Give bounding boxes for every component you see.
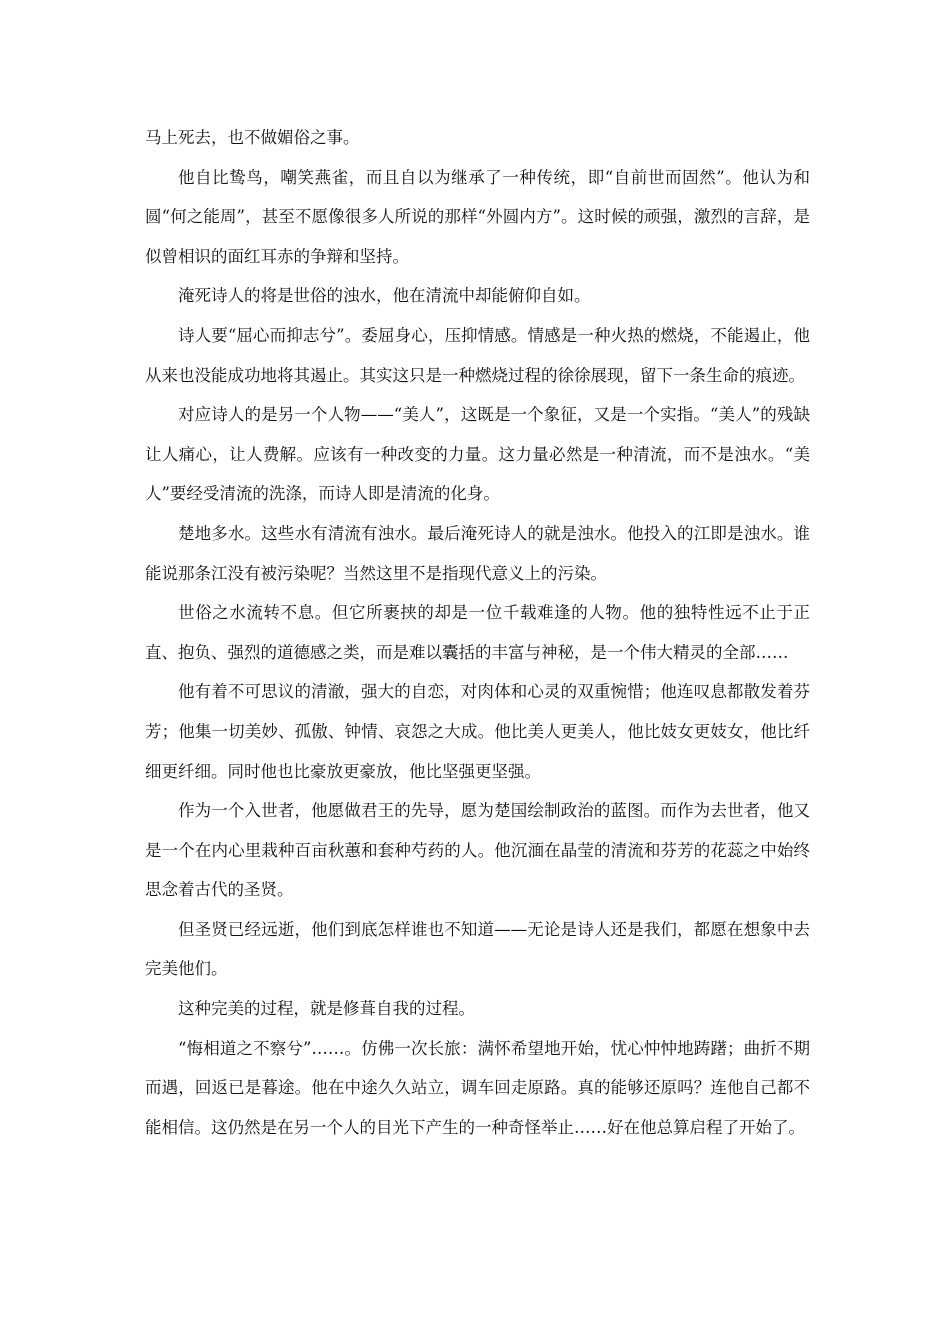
paragraph-9: 作为一个入世者，他愿做君王的先导，愿为楚国绘制政治的蓝图。而作为去世者，他又是一个在内心里栽种百亩秋蕙和套种芍药的人。他沉湎在晶莹的清流和芬芳的花蕊之中始终思念着古代的圣贤。 <box>145 801 810 900</box>
paragraph-4: 诗人要“屈心而抑志兮”。委屈身心，压抑情感。情感是一种火热的燃烧，不能遏止，他从来也没能成功地将其遏止。其实这只是一种燃烧过程的徐徐展现，留下一条生命的痕迹。 <box>145 325 810 385</box>
document-body <box>145 118 810 1147</box>
paragraph-7: 世俗之水流转不息。但它所裹挟的却是一位千载难逢的人物。他的独特性远不止于正直、抱负、强烈的道德感之类，而是难以囊括的丰富与神秘，是一个伟大精灵的全部…… <box>145 603 810 662</box>
paragraph-8: 他有着不可思议的清澈，强大的自恋，对肉体和心灵的双重惋惜；他连叹息都散发着芬芳；他集一切美妙、孤傲、钟情、哀怨之大成。他比美人更美人，他比妓女更妓女，他比纤细更纤细。同时他也比豪放更豪放，他比坚强更坚强。 <box>145 682 810 781</box>
paragraph-1: 马上死去，也不做媚俗之事。 <box>145 128 360 147</box>
paragraph-6: 楚地多水。这些水有清流有浊水。最后淹死诗人的就是浊水。他投入的江即是浊水。谁能说那条江没有被污染呢？当然这里不是指现代意义上的污染。 <box>145 523 810 583</box>
paragraph-2: 他自比鸷鸟，嘲笑燕雀，而且自以为继承了一种传统，即“自前世而固然”。他认为和圆“何之能周”，甚至不愿像很多人所说的那样“外圆内方”。这时候的顽强，激烈的言辞，是似曾相识的面红耳赤的争辩和坚持。 <box>145 167 810 266</box>
paragraph-12: “悔相道之不察兮”……。仿佛一次长旅：满怀希望地开始，忧心忡忡地踌躇；曲折不期而遇，回返已是暮途。他在中途久久站立，调车回走原路。真的能够还原吗？连他自己都不能相信。这仍然是在另一个人的目光下产生的一种奇怪举止……好在他总算启程了开始了。 <box>145 1038 810 1137</box>
paragraph-5: 对应诗人的是另一个人物——“美人”，这既是一个象征，又是一个实指。“美人”的残缺让人痛心，让人费解。应该有一种改变的力量。这力量必然是一种清流，而不是浊水。“美人”要经受清流的洗涤，而诗人即是清流的化身。 <box>145 405 810 504</box>
paragraph-3: 淹死诗人的将是世俗的浊水，他在清流中却能俯仰自如。 <box>178 286 591 306</box>
paragraph-11: 这种完美的过程，就是修葺自我的过程。 <box>178 999 475 1019</box>
paragraph-10: 但圣贤已经远逝，他们到底怎样谁也不知道——无论是诗人还是我们，都愿在想象中去完美他们。 <box>145 919 810 979</box>
